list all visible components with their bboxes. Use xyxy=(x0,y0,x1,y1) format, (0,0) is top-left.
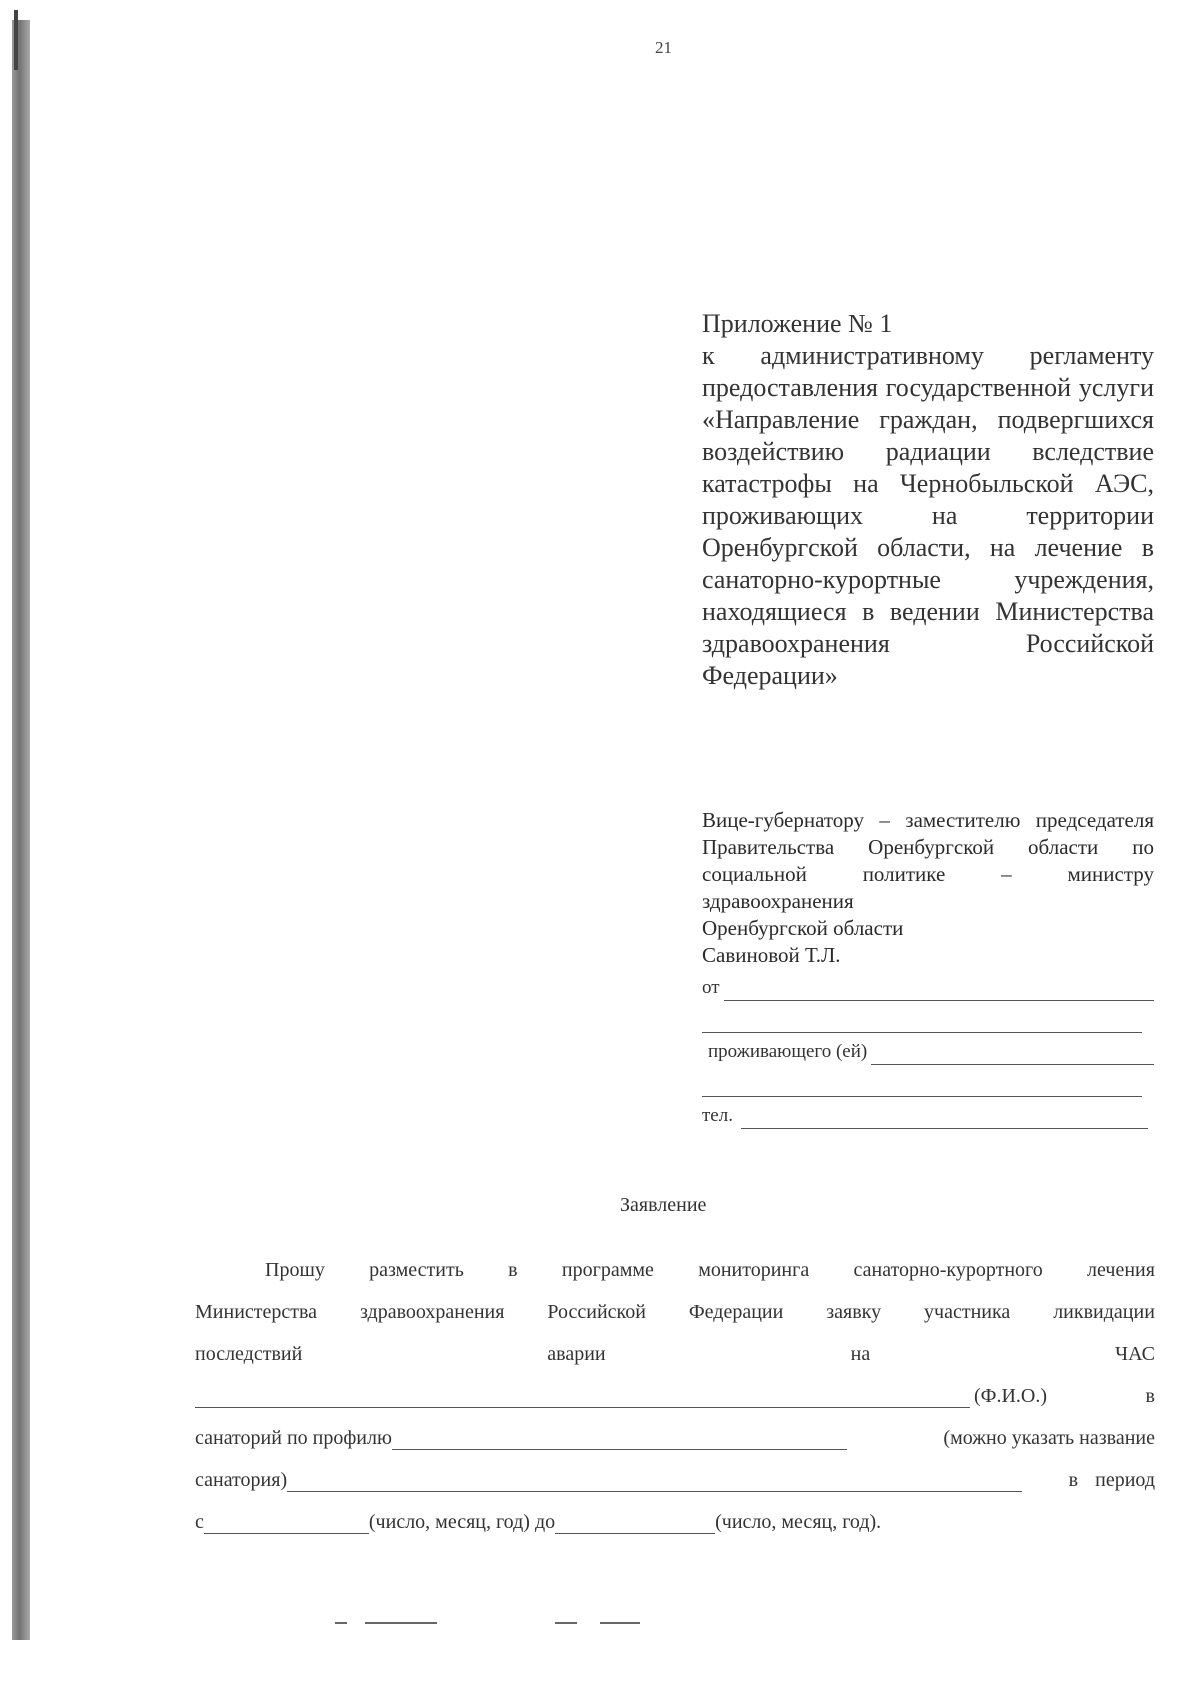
statement-word: разместить xyxy=(369,1259,464,1281)
date-to-field[interactable] xyxy=(555,1513,715,1534)
period-label: в период xyxy=(1068,1469,1155,1491)
scan-edge xyxy=(12,20,30,1640)
residing-row xyxy=(702,1039,1154,1065)
addressee-block xyxy=(702,807,1154,1129)
appendix-block xyxy=(702,308,1154,692)
from-prefix: с xyxy=(195,1511,204,1533)
date-from-field[interactable] xyxy=(204,1513,369,1534)
from-row xyxy=(702,975,1154,1001)
statement-line-4 xyxy=(195,1366,1155,1408)
statement-word: последствий xyxy=(195,1343,303,1365)
statement-word: лечения xyxy=(1087,1259,1155,1281)
statement-word: ЧАС xyxy=(1115,1343,1155,1365)
statement-word: участника xyxy=(924,1301,1011,1323)
from-label: от xyxy=(702,977,720,998)
statement-line-7 xyxy=(195,1492,1155,1534)
addressee-position: Вице-губернатору – заместителю председателя Правительства Оренбургской области по социальной политике – министру здравоохранения xyxy=(702,808,1154,913)
from-field-2[interactable] xyxy=(702,1012,1142,1033)
fio-label: (Ф.И.О.) xyxy=(974,1385,1048,1407)
statement-word: программе xyxy=(561,1259,654,1281)
statement-word: ликвидации xyxy=(1053,1301,1155,1323)
statement-line-3 xyxy=(195,1324,1155,1366)
statement-word: на xyxy=(850,1343,871,1365)
sanatorium-label: санаторий по профилю xyxy=(195,1427,392,1449)
residing-field[interactable] xyxy=(871,1044,1154,1065)
statement-line-6 xyxy=(195,1450,1155,1492)
statement-word: Федерации xyxy=(688,1301,784,1323)
phone-row xyxy=(702,1103,1154,1129)
statement-title: Заявление xyxy=(620,1194,707,1216)
statement-line-1 xyxy=(195,1240,1155,1282)
scan-artifact xyxy=(335,1622,347,1624)
statement-word: аварии xyxy=(547,1343,606,1365)
statement-line-5 xyxy=(195,1408,1155,1450)
phone-field[interactable] xyxy=(741,1108,1148,1129)
residing-field-2[interactable] xyxy=(702,1076,1142,1097)
appendix-body: к административному регламенту предоставления государственной услуги «Направление граждан, подвергшихся воздействию радиации вследствие катастрофы на Чернобыльской АЭС, проживающих на территории Оренбургской области, на лечение в санаторно-курортные учреждения, находящиеся в ведении Министерства здравоохранения Российской Федерации» xyxy=(702,341,1154,690)
scan-artifact xyxy=(365,1622,437,1624)
residing-label: проживающего (ей) xyxy=(708,1041,868,1062)
date-hint-1: (число, месяц, год) до xyxy=(368,1511,556,1533)
from-row-2 xyxy=(702,1007,1142,1033)
fio-in: в xyxy=(1145,1385,1155,1407)
statement-word: заявку xyxy=(826,1301,882,1323)
scan-artifact xyxy=(555,1622,577,1624)
phone-label: тел. xyxy=(702,1105,733,1126)
statement-word: в xyxy=(508,1259,518,1281)
sanatorium-name-field[interactable] xyxy=(287,1471,1022,1492)
sanatorium-profile-field[interactable] xyxy=(392,1429,847,1450)
statement-word: Российской xyxy=(547,1301,646,1323)
statement-word: Министерства xyxy=(195,1301,318,1323)
page-number: 21 xyxy=(655,38,672,57)
from-field[interactable] xyxy=(724,980,1154,1001)
statement-word: мониторинга xyxy=(698,1259,810,1281)
statement-body xyxy=(195,1240,1155,1534)
statement-word: здравоохранения xyxy=(359,1301,505,1323)
addressee-name: Савиновой Т.Л. xyxy=(702,943,841,967)
residing-row-2 xyxy=(702,1071,1142,1097)
scan-artifact xyxy=(600,1622,640,1624)
statement-word: санаторно-курортного xyxy=(853,1259,1043,1281)
date-hint-2: (число, месяц, год). xyxy=(715,1511,882,1533)
sanatorium-close: санатория) xyxy=(195,1469,288,1491)
statement-word: Прошу xyxy=(265,1259,325,1281)
appendix-title: Приложение № 1 xyxy=(702,309,893,338)
fio-field[interactable] xyxy=(195,1387,970,1408)
scan-edge-mark xyxy=(14,10,18,70)
addressee-region: Оренбургской области xyxy=(702,916,904,940)
sanatorium-hint: (можно указать название xyxy=(943,1427,1155,1449)
statement-line-2 xyxy=(195,1282,1155,1324)
